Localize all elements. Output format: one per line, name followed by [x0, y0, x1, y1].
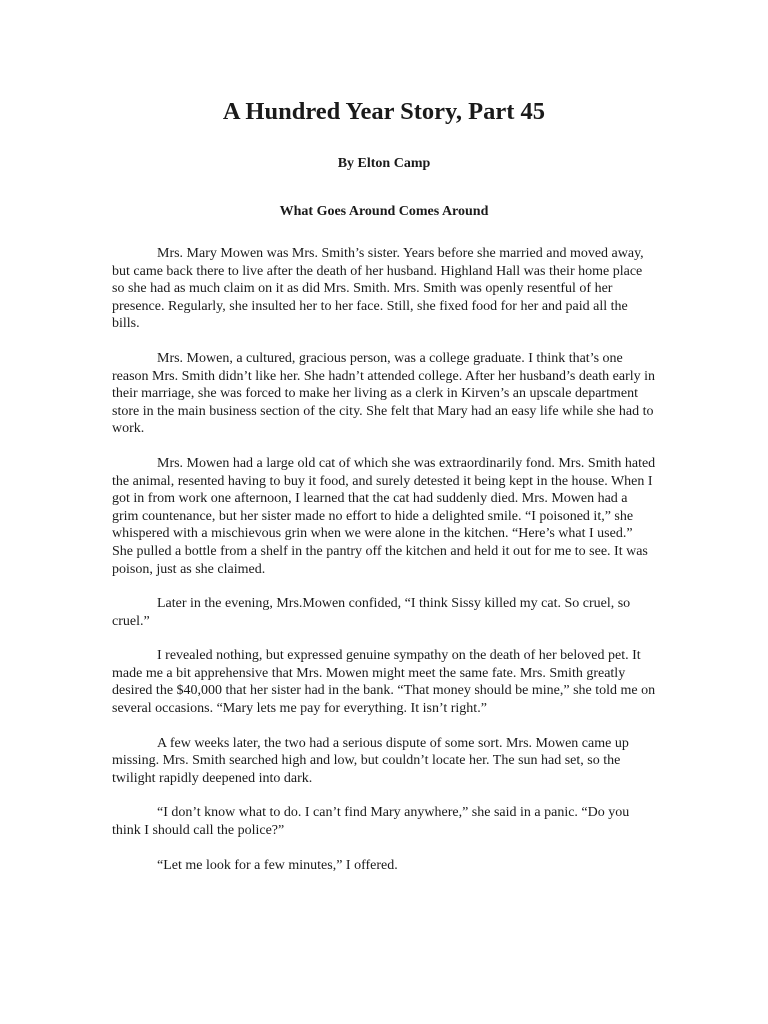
paragraph: “Let me look for a few minutes,” I offered.	[157, 857, 398, 873]
document-title: A Hundred Year Story, Part 45	[222, 98, 546, 125]
author-byline: By Elton Camp	[337, 156, 431, 171]
body-text	[112, 245, 657, 891]
chapter-subtitle: What Goes Around Comes Around	[279, 204, 489, 219]
paragraph: Later in the evening, Mrs.Mowen confided, “I think Sissy killed my cat. So cruel, so cruel.”	[112, 596, 631, 629]
paragraph: Mrs. Mowen, a cultured, gracious person, was a college graduate. I think that’s one reason Mrs. Smith didn’t like her. She hadn’t attended college. After her husband’s death early in their marriage, she was forced to make her living as a clerk in Kirven’s an upscale department store in the main business section of the city. She felt that Mary had an easy life while she had to work.	[112, 350, 656, 437]
paragraph: I revealed nothing, but expressed genuine sympathy on the death of her beloved pet. It made me a bit apprehensive that Mrs. Mowen might meet the same fate. Mrs. Smith greatly desired the $40,000 that her sister had in the bank. “That money should be mine,” she told me on several occasions. “Mary lets me pay for everything. It isn’t right.”	[112, 648, 656, 717]
paragraph: Mrs. Mowen had a large old cat of which she was extraordinarily fond. Mrs. Smith hated the animal, resented having to buy it food, and surely detested it being kept in the house. When I got in from work one afternoon, I learned that the cat had suddenly died. Mrs. Mowen had a grim countenance, but her sister made no effort to hide a delighted smile. “I poisoned it,” she whispered with a mischievous grin when we were alone in the kitchen. “Here’s what I used.” She pulled a bottle from a shelf in the pantry off the kitchen and held it out for me to see. It was poison, just as she claimed.	[112, 455, 656, 577]
paragraph: A few weeks later, the two had a serious dispute of some sort. Mrs. Mowen came up missing. Mrs. Smith searched high and low, but couldn’t locate her. The sun had set, so the twilight rapidly deepened into dark.	[112, 735, 629, 786]
paragraph: “I don’t know what to do. I can’t find Mary anywhere,” she said in a panic. “Do you think I should call the police?”	[112, 805, 630, 839]
paragraph: Mrs. Mary Mowen was Mrs. Smith’s sister. Years before she married and moved away, but came back there to live after the death of her husband. Highland Hall was their home place so she had as much claim on it as did Mrs. Smith. Mrs. Smith was openly resentful of her presence. Regularly, she insulted her to her face. Still, she fixed food for her and paid all the bills.	[112, 246, 644, 332]
